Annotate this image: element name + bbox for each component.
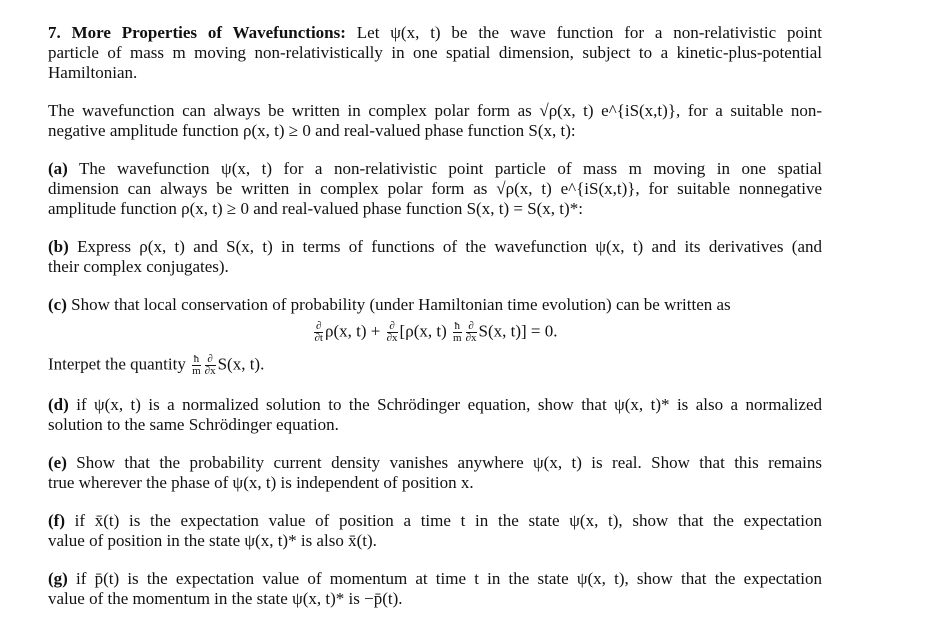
denominator: ∂x [465,332,477,344]
polar-form-paragraph [48,101,822,141]
denominator: m [453,332,462,344]
part-e [48,453,822,493]
text-line: if p̄(t) is the expectation value of momentum at time t in the state ψ(x, t), show that the expectation [67,569,822,588]
text-line: their complex conjugates). [48,257,229,276]
numerator: ∂ [316,320,322,332]
part-b [48,237,822,277]
text-line: particle of mass m moving non-relativistically in one spatial dimension, subject to a kinetic-plus-potential [48,43,822,62]
continuity-equation [48,321,822,344]
text-line: solution to the same Schrödinger equation. [48,415,339,434]
text-line: The wavefunction ψ(x, t) for a non-relativistic point particle of mass m moving in one spatial [67,159,822,178]
problem-intro [48,23,822,83]
part-label: (a) [48,159,68,178]
partial-x-fraction [205,354,216,377]
part-d [48,395,822,435]
eq-term: [ρ(x, t) [399,321,451,341]
text: S(x, t). [217,354,265,374]
part-label: (c) [48,295,67,314]
part-label: (g) [48,569,68,588]
text-line: Let ψ(x, t) be the wave function for a non-relativistic point [345,23,822,42]
numerator: ħ [454,320,461,332]
part-g [48,569,822,609]
partial-x-fraction [466,321,477,344]
part-label: (e) [48,453,67,472]
hbar-over-m-fraction [453,321,462,344]
denominator: ∂x [204,365,216,377]
text-line: value of the momentum in the state ψ(x, t)* is −p̄(t). [48,589,403,608]
numerator: ħ [193,353,200,365]
part-label: (d) [48,395,69,414]
part-f [48,511,822,551]
numerator: ∂ [387,321,398,333]
problem-document [48,23,822,627]
part-label: (f) [48,511,65,530]
eq-term: ρ(x, t) + [324,321,385,341]
text-line: if x̄(t) is the expectation value of position a time t in the state ψ(x, t), show that the expectation [64,511,822,530]
eq-term: S(x, t)] = 0. [478,321,558,341]
text-line: Show that local conservation of probability (under Hamiltonian time evolution) can be written as [66,295,731,314]
numerator: ∂ [205,354,216,366]
partial-x-fraction [387,321,398,344]
problem-heading: 7. More Properties of Wavefunctions: [48,23,346,42]
denominator: m [192,365,201,377]
partial-t-fraction [314,321,323,344]
text-line: Show that the probability current density vanishes anywhere ψ(x, t) is real. Show that this remains [66,453,822,472]
text-line: true wherever the phase of ψ(x, t) is independent of position x. [48,473,474,492]
interpret-line [48,354,822,377]
text-line: dimension can always be written in complex polar form as √ρ(x, t) e^{iS(x,t)}, for suitable nonnegative [48,179,822,198]
text-line: if ψ(x, t) is a normalized solution to the Schrödinger equation, show that ψ(x, t)* is also a normalized [68,395,822,414]
text: Interpet the quantity [48,354,191,374]
text-line: The wavefunction can always be written in complex polar form as √ρ(x, t) e^{iS(x,t)}, for a suitable non- [48,101,822,120]
denominator: ∂x [386,332,398,344]
part-a [48,159,822,219]
numerator: ∂ [466,321,477,333]
part-c [48,295,822,377]
hbar-over-m-fraction [192,354,201,377]
text-line: negative amplitude function ρ(x, t) ≥ 0 and real-valued phase function S(x, t): [48,121,576,140]
text-line: value of position in the state ψ(x, t)* is also x̄(t). [48,531,377,550]
text-line: Express ρ(x, t) and S(x, t) in terms of functions of the wavefunction ψ(x, t) and its derivatives (and [68,237,822,256]
part-label: (b) [48,237,69,256]
denominator: ∂t [314,332,323,344]
text-line: amplitude function ρ(x, t) ≥ 0 and real-valued phase function S(x, t) = S(x, t)*: [48,199,583,218]
text-line: Hamiltonian. [48,63,138,82]
